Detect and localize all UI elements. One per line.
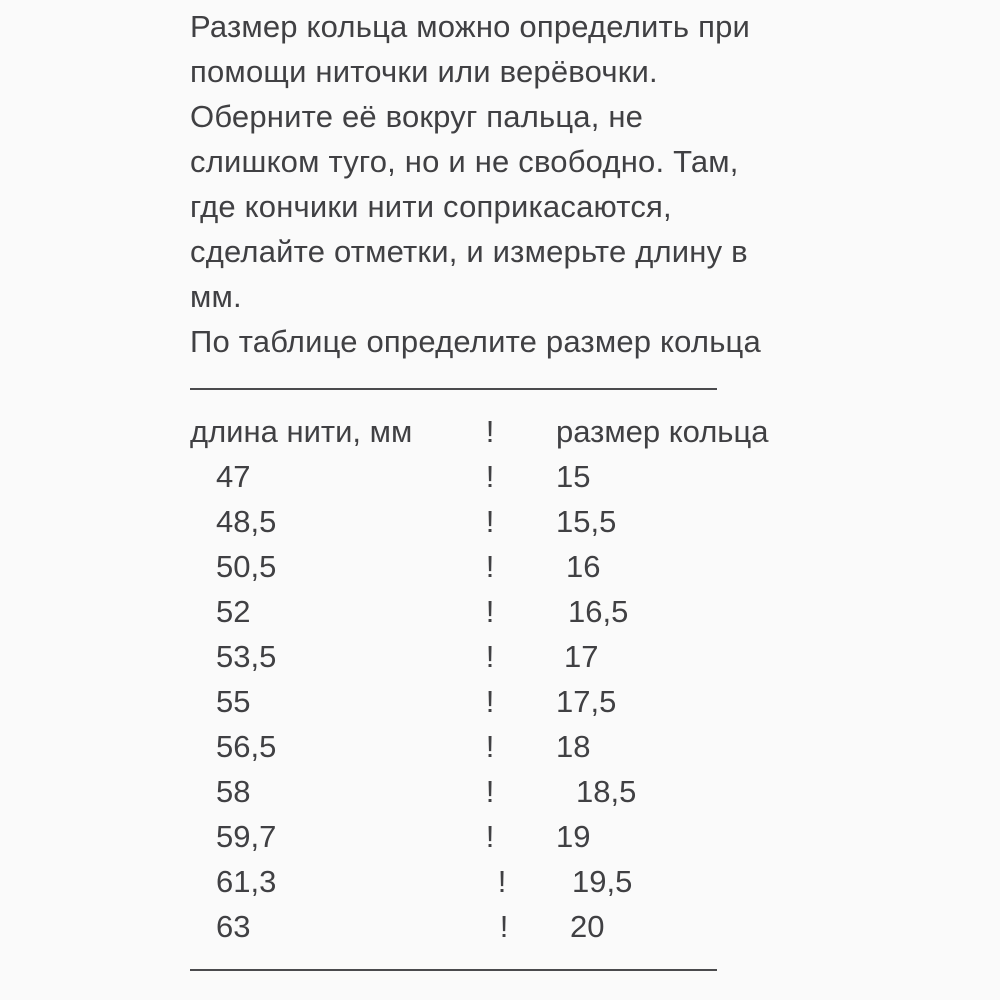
ring-size-cell: 19	[556, 819, 591, 854]
intro-line: Оберните её вокруг пальца, не	[190, 99, 644, 134]
separator-cell: !	[497, 864, 507, 899]
table-header-row	[190, 409, 940, 454]
table-row	[190, 679, 940, 724]
thread-length-cell: 53,5	[216, 639, 277, 674]
table-row	[190, 724, 940, 769]
table-row	[190, 454, 940, 499]
intro-line: помощи ниточки или верёвочки.	[190, 54, 658, 89]
ring-size-cell: 20	[570, 909, 605, 944]
size-table-body	[190, 454, 940, 949]
intro-paragraph	[190, 4, 940, 319]
ring-size-cell: 18	[556, 729, 591, 764]
separator-cell: !	[485, 594, 495, 629]
ring-size-cell: 19,5	[572, 864, 633, 899]
separator-cell: !	[485, 549, 495, 584]
thread-length-header: длина нити, мм	[190, 414, 413, 449]
ring-size-cell: 15	[556, 459, 591, 494]
intro-line: слишком туго, но и не свободно. Там,	[190, 144, 739, 179]
thread-length-cell: 61,3	[216, 864, 277, 899]
table-row	[190, 859, 940, 904]
table-row	[190, 544, 940, 589]
thread-length-cell: 55	[216, 684, 251, 719]
ring-size-table	[190, 409, 940, 949]
table-row	[190, 904, 940, 949]
separator-cell: !	[485, 459, 495, 494]
divider-bottom: —————————————————	[190, 950, 717, 985]
table-row	[190, 634, 940, 679]
ring-size-cell: 15,5	[556, 504, 617, 539]
table-row	[190, 814, 940, 859]
ring-size-cell: 17,5	[556, 684, 617, 719]
thread-length-cell: 48,5	[216, 504, 277, 539]
intro-line: сделайте отметки, и измерьте длину в	[190, 234, 748, 269]
thread-length-cell: 50,5	[216, 549, 277, 584]
ring-size-header: размер кольца	[556, 414, 769, 449]
separator-cell: !	[485, 639, 495, 674]
ring-size-cell: 16,5	[568, 594, 629, 629]
table-intro-line: По таблице определите размер кольца	[190, 324, 761, 359]
thread-length-cell: 59,7	[216, 819, 277, 854]
separator-cell: !	[485, 729, 495, 764]
intro-line: Размер кольца можно определить при	[190, 9, 751, 44]
table-row	[190, 769, 940, 814]
thread-length-cell: 52	[216, 594, 251, 629]
separator-header: !	[485, 414, 495, 449]
intro-line: где кончики нити соприкасаются,	[190, 189, 672, 224]
separator-cell: !	[485, 504, 495, 539]
separator-cell: !	[499, 909, 509, 944]
ring-size-cell: 18,5	[576, 774, 637, 809]
thread-length-cell: 58	[216, 774, 251, 809]
intro-line: мм.	[190, 279, 242, 314]
thread-length-cell: 56,5	[216, 729, 277, 764]
thread-length-cell: 63	[216, 909, 251, 944]
ring-size-cell: 16	[566, 549, 601, 584]
separator-cell: !	[485, 774, 495, 809]
ring-size-cell: 17	[564, 639, 599, 674]
table-row	[190, 589, 940, 634]
separator-cell: !	[485, 819, 495, 854]
divider-top: —————————————————	[190, 369, 717, 404]
separator-cell: !	[485, 684, 495, 719]
thread-length-cell: 47	[216, 459, 251, 494]
table-row	[190, 499, 940, 544]
